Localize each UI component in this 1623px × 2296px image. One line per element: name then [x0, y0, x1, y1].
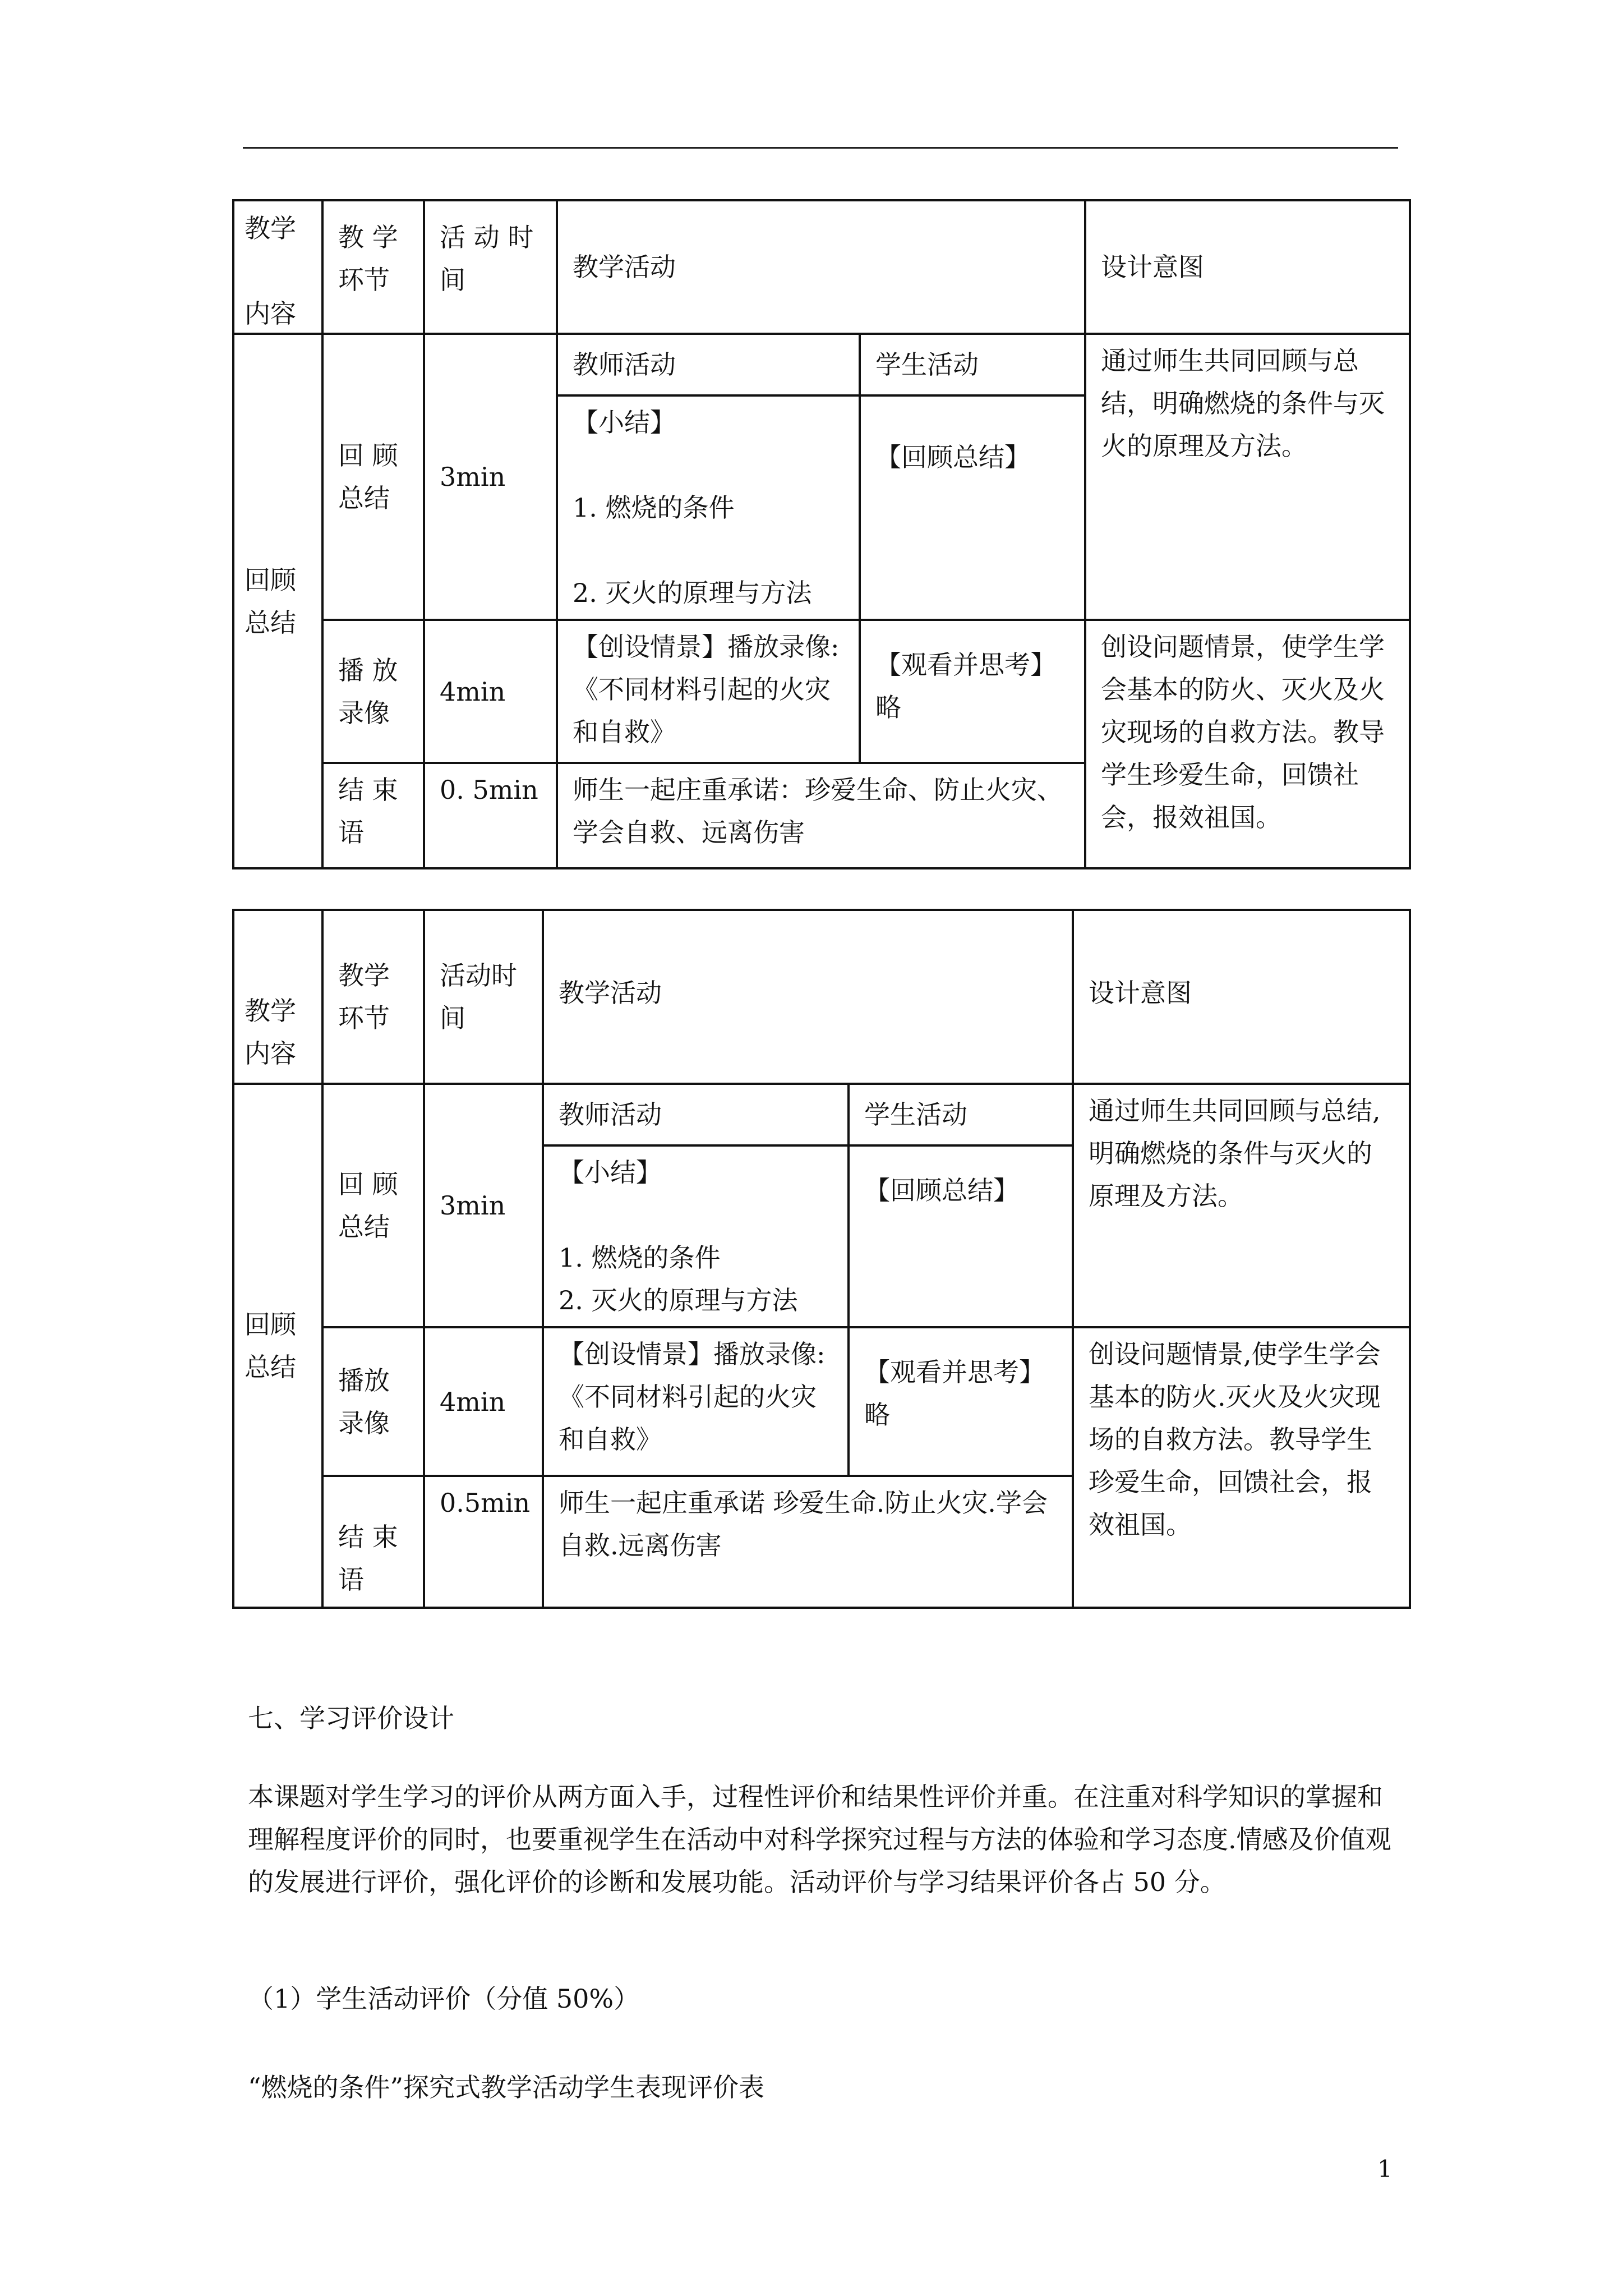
review-teacher-cell [557, 395, 860, 620]
header-rule [243, 147, 1398, 149]
sub-student-cell [860, 334, 1085, 395]
review-student: 【回顾总结】 [875, 442, 1030, 472]
header-content-line-1: 教学 [245, 213, 296, 243]
video-stage-cell [322, 620, 424, 763]
header-activity: 教学活动 [573, 252, 676, 282]
closing-stage-line-1: 结 束 [338, 775, 398, 805]
review-time: 3min [440, 462, 506, 492]
video-teacher: 【创设情景】播放录像:《不同材料引起的火灾和自救》 [559, 1339, 826, 1455]
sub-student-cell [849, 1084, 1073, 1145]
group-label-line-1: 回顾 [245, 1309, 296, 1340]
header-activity-cell [557, 200, 1085, 334]
page-number: 1 [1377, 2155, 1393, 2183]
review-time: 3min [440, 1190, 506, 1221]
closing-stage-line-2: 语 [338, 1565, 364, 1595]
group-label-line-1: 回顾 [245, 564, 296, 595]
header-stage-cell [322, 200, 424, 334]
review-intent: 通过师生共同回顾与总结,明确燃烧的条件与灭火的原理及方法。 [1089, 1096, 1381, 1211]
video-student-line-2: 略 [864, 1400, 890, 1430]
section-heading: 七、学习评价设计 [248, 1703, 454, 1733]
closing-text: 师生一起庄重承诺：珍爱生命、防止火灾、学会自救、远离伤害 [573, 775, 1063, 848]
review-intent: 通过师生共同回顾与总结，明确燃烧的条件与灭火的原理及方法。 [1101, 346, 1385, 461]
review-intent-cell [1073, 1084, 1410, 1327]
header-stage-line-2: 环节 [338, 1003, 390, 1033]
video-intent: 创设问题情景,使学生学会基本的防火.灭火及火灾现场的自救方法。教导学生珍爱生命，回馈社会，报效祖国。 [1089, 1339, 1381, 1540]
video-stage-line-2: 录像 [338, 697, 390, 728]
review-stage-line-1: 回 顾 [338, 440, 398, 471]
video-teacher-cell [557, 620, 860, 763]
review-intent-cell [1085, 334, 1410, 620]
lesson-table-2 [232, 909, 1411, 1609]
header-activity-cell [543, 910, 1073, 1084]
review-teacher-cell [543, 1145, 849, 1327]
video-intent-cell [1073, 1327, 1410, 1608]
video-time-cell [424, 620, 557, 763]
subheader-row [233, 1084, 1410, 1145]
subheader-row [233, 334, 1410, 395]
sub-teacher-label: 教师活动 [559, 1099, 662, 1130]
video-student-line-2: 略 [875, 692, 901, 723]
sub-teacher-label: 教师活动 [573, 349, 676, 380]
header-time-cell [424, 910, 543, 1084]
video-time-cell [424, 1327, 543, 1476]
header-stage-cell [322, 910, 424, 1084]
group-cell [233, 334, 322, 868]
video-stage-line-2: 录像 [338, 1407, 390, 1438]
video-student-line-1: 【观看并思考】 [875, 650, 1056, 680]
video-student-cell [860, 620, 1085, 763]
header-content-line-2: 内容 [245, 1038, 296, 1069]
video-stage-line-1: 播 放 [338, 655, 398, 685]
review-teacher-line-2: 1. 燃烧的条件 [573, 493, 735, 523]
lesson-table-1 [232, 199, 1411, 869]
header-time-line-1: 活 动 时 [440, 222, 534, 252]
review-stage-line-2: 总结 [338, 483, 390, 513]
review-student: 【回顾总结】 [864, 1175, 1019, 1205]
table-title: “燃烧的条件”探究式教学活动学生表现评价表 [248, 2072, 765, 2102]
header-content-cell [233, 200, 322, 334]
header-intent-cell [1085, 200, 1410, 334]
closing-text-cell [543, 1476, 1073, 1608]
closing-time: 0.5min [440, 1488, 531, 1518]
review-teacher-line-2: 1. 燃烧的条件 [559, 1243, 721, 1273]
group-label-line-2: 总结 [245, 607, 296, 638]
video-teacher: 【创设情景】播放录像:《不同材料引起的火灾和自救》 [573, 632, 840, 747]
video-stage-cell [322, 1327, 424, 1476]
review-stage-cell [322, 1084, 424, 1327]
closing-stage-line-1: 结 束 [338, 1522, 398, 1552]
video-intent-cell [1085, 620, 1410, 868]
header-intent: 设计意图 [1101, 252, 1204, 282]
closing-stage-cell [322, 1476, 424, 1608]
header-intent: 设计意图 [1089, 978, 1192, 1008]
header-time-cell [424, 200, 557, 334]
header-intent-cell [1073, 910, 1410, 1084]
review-student-cell [849, 1145, 1073, 1327]
video-intent: 创设问题情景，使学生学会基本的防火、灭火及火灾现场的自救方法。教导学生珍爱生命，回馈社会，报效祖国。 [1101, 632, 1385, 832]
review-student-cell [860, 395, 1085, 620]
closing-time: 0. 5min [440, 775, 538, 805]
item-1: （1）学生活动评价（分值 50%） [248, 1984, 640, 2014]
header-activity: 教学活动 [559, 978, 662, 1008]
review-stage-line-1: 回 顾 [338, 1169, 398, 1199]
closing-stage-line-2: 语 [338, 817, 364, 848]
closing-text-cell [557, 763, 1085, 868]
review-teacher-line-3: 2. 灭火的原理与方法 [559, 1285, 798, 1315]
header-stage-line-2: 环节 [338, 265, 390, 295]
sub-student-label: 学生活动 [864, 1099, 967, 1130]
group-cell [233, 1084, 322, 1608]
header-time-line-2: 间 [440, 265, 465, 295]
review-stage-line-2: 总结 [338, 1212, 390, 1242]
header-content-line-1: 教学 [245, 996, 296, 1026]
video-teacher-cell [543, 1327, 849, 1476]
video-student-line-1: 【观看并思考】 [864, 1357, 1045, 1387]
header-stage-line-1: 教 学 [338, 222, 398, 252]
header-content-cell [233, 910, 322, 1084]
sub-teacher-cell [543, 1084, 849, 1145]
review-teacher-line-1: 【小结】 [559, 1157, 662, 1188]
header-time-line-2: 间 [440, 1003, 465, 1033]
group-label-line-2: 总结 [245, 1352, 296, 1382]
video-time: 4min [440, 1386, 506, 1417]
table-header-row [233, 910, 1410, 1084]
review-stage-cell [322, 334, 424, 620]
closing-text: 师生一起庄重承诺 珍爱生命.防止火灾.学会自救.远离伤害 [559, 1488, 1048, 1561]
review-teacher-line-3: 2. 灭火的原理与方法 [573, 578, 812, 608]
header-stage-line-1: 教学 [338, 960, 390, 991]
video-time: 4min [440, 676, 506, 707]
video-student-cell [849, 1327, 1073, 1476]
review-time-cell [424, 1084, 543, 1327]
header-time-line-1: 活动时 [440, 960, 517, 991]
review-time-cell [424, 334, 557, 620]
section-paragraph: 本课题对学生学习的评价从两方面入手，过程性评价和结果性评价并重。在注重对科学知识的掌握和理解程度评价的同时，也要重视学生在活动中对科学探究过程与方法的体验和学习态度.情感及价值观的发展进行评价，强化评价的诊断和发展功能。活动评价与学习结果评价各占 50 分。 [248, 1782, 1391, 1897]
table-header-row [233, 200, 1410, 334]
closing-stage-cell [322, 763, 424, 868]
closing-time-cell [424, 763, 557, 868]
header-content-line-2: 内容 [245, 298, 296, 329]
review-teacher-line-1: 【小结】 [573, 407, 676, 438]
sub-teacher-cell [557, 334, 860, 395]
video-row [233, 620, 1410, 763]
closing-time-cell [424, 1476, 543, 1608]
video-stage-line-1: 播放 [338, 1365, 390, 1396]
sub-student-label: 学生活动 [875, 349, 979, 380]
video-row [233, 1327, 1410, 1476]
